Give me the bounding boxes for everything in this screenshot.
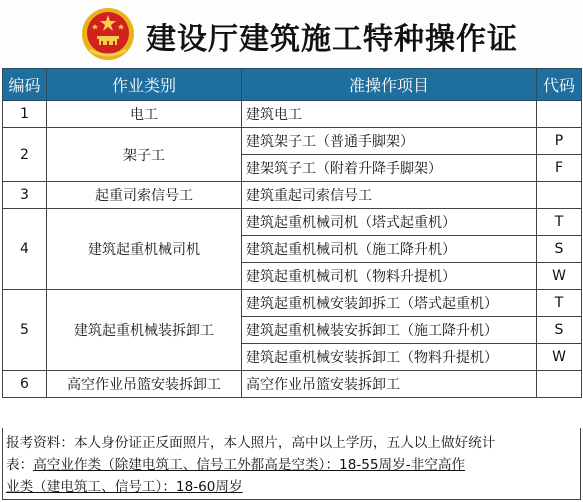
row-item: 高空作业吊篮安装拆卸工 — [242, 371, 537, 398]
row-item-code: W — [537, 263, 582, 290]
table-row — [3, 209, 582, 236]
row-category: 高空作业吊篮安装拆卸工 — [47, 371, 242, 398]
row-code: 4 — [3, 209, 47, 290]
table-row — [3, 101, 582, 128]
row-category: 架子工 — [47, 128, 242, 182]
col-header-code: 编码 — [3, 69, 47, 101]
national-emblem-icon — [80, 6, 136, 62]
row-item: 建筑起重机械司机（施工降升机） — [242, 236, 537, 263]
row-item: 建筑架子工（普通手脚架） — [242, 128, 537, 155]
note-age-rule-2: 业类（建电筑工、信号工）：18-60周岁 — [6, 479, 243, 495]
row-item: 建架筑子工（附着升降手脚架） — [242, 155, 537, 182]
col-header-items: 准操作项目 — [242, 69, 537, 101]
row-code: 6 — [3, 371, 47, 398]
header — [0, 0, 583, 68]
row-item-code: T — [537, 209, 582, 236]
row-code: 5 — [3, 290, 47, 371]
row-item-code: W — [537, 344, 582, 371]
note-line-1: 报考资料：本人身份证正反面照片，本人照片，高中以上学历，五人以上做好统计 — [6, 435, 496, 451]
row-code: 2 — [3, 128, 47, 182]
row-item: 建筑重起司索信号工 — [242, 182, 537, 209]
row-category: 起重司索信号工 — [47, 182, 242, 209]
row-item-code: P — [537, 128, 582, 155]
row-item-code: T — [537, 290, 582, 317]
note-prefix: 表： — [6, 457, 34, 473]
table-row — [3, 128, 582, 155]
row-item: 建筑起重机械司机（塔式起重机） — [242, 209, 537, 236]
row-item: 建筑起重机械安装卸拆工（塔式起重机） — [242, 290, 537, 317]
row-code: 1 — [3, 101, 47, 128]
row-code: 3 — [3, 182, 47, 209]
certificate-table — [2, 68, 582, 398]
row-item-code — [537, 182, 582, 209]
note-age-rule-1: 高空业作类（除建电筑工、信号工外都高是空类）：18-55周岁-非空高作 — [33, 457, 466, 473]
note-line-3 — [6, 476, 578, 498]
col-header-symbol: 代码 — [537, 69, 582, 101]
row-item-code: S — [537, 236, 582, 263]
page-title: 建设厅建筑施工特种操作证 — [146, 22, 518, 57]
row-item: 建筑起重机械安装拆卸工（物料升提机） — [242, 344, 537, 371]
col-header-category: 作业类别 — [47, 69, 242, 101]
row-item-code — [537, 101, 582, 128]
row-item: 建筑起重机械司机（物料升提机） — [242, 263, 537, 290]
row-item-code — [537, 371, 582, 398]
row-item-code: S — [537, 317, 582, 344]
table-row — [3, 182, 582, 209]
application-note — [6, 432, 578, 498]
table-header-row — [3, 69, 582, 101]
row-item: 建筑起重机械装安拆卸工（施工降升机） — [242, 317, 537, 344]
table-row — [3, 290, 582, 317]
row-item: 建筑电工 — [242, 101, 537, 128]
row-item-code: F — [537, 155, 582, 182]
row-category: 电工 — [47, 101, 242, 128]
note-line-2 — [6, 454, 578, 476]
table-row — [3, 371, 582, 398]
row-category: 建筑起重机械司机 — [47, 209, 242, 290]
row-category: 建筑起重机械装拆卸工 — [47, 290, 242, 371]
